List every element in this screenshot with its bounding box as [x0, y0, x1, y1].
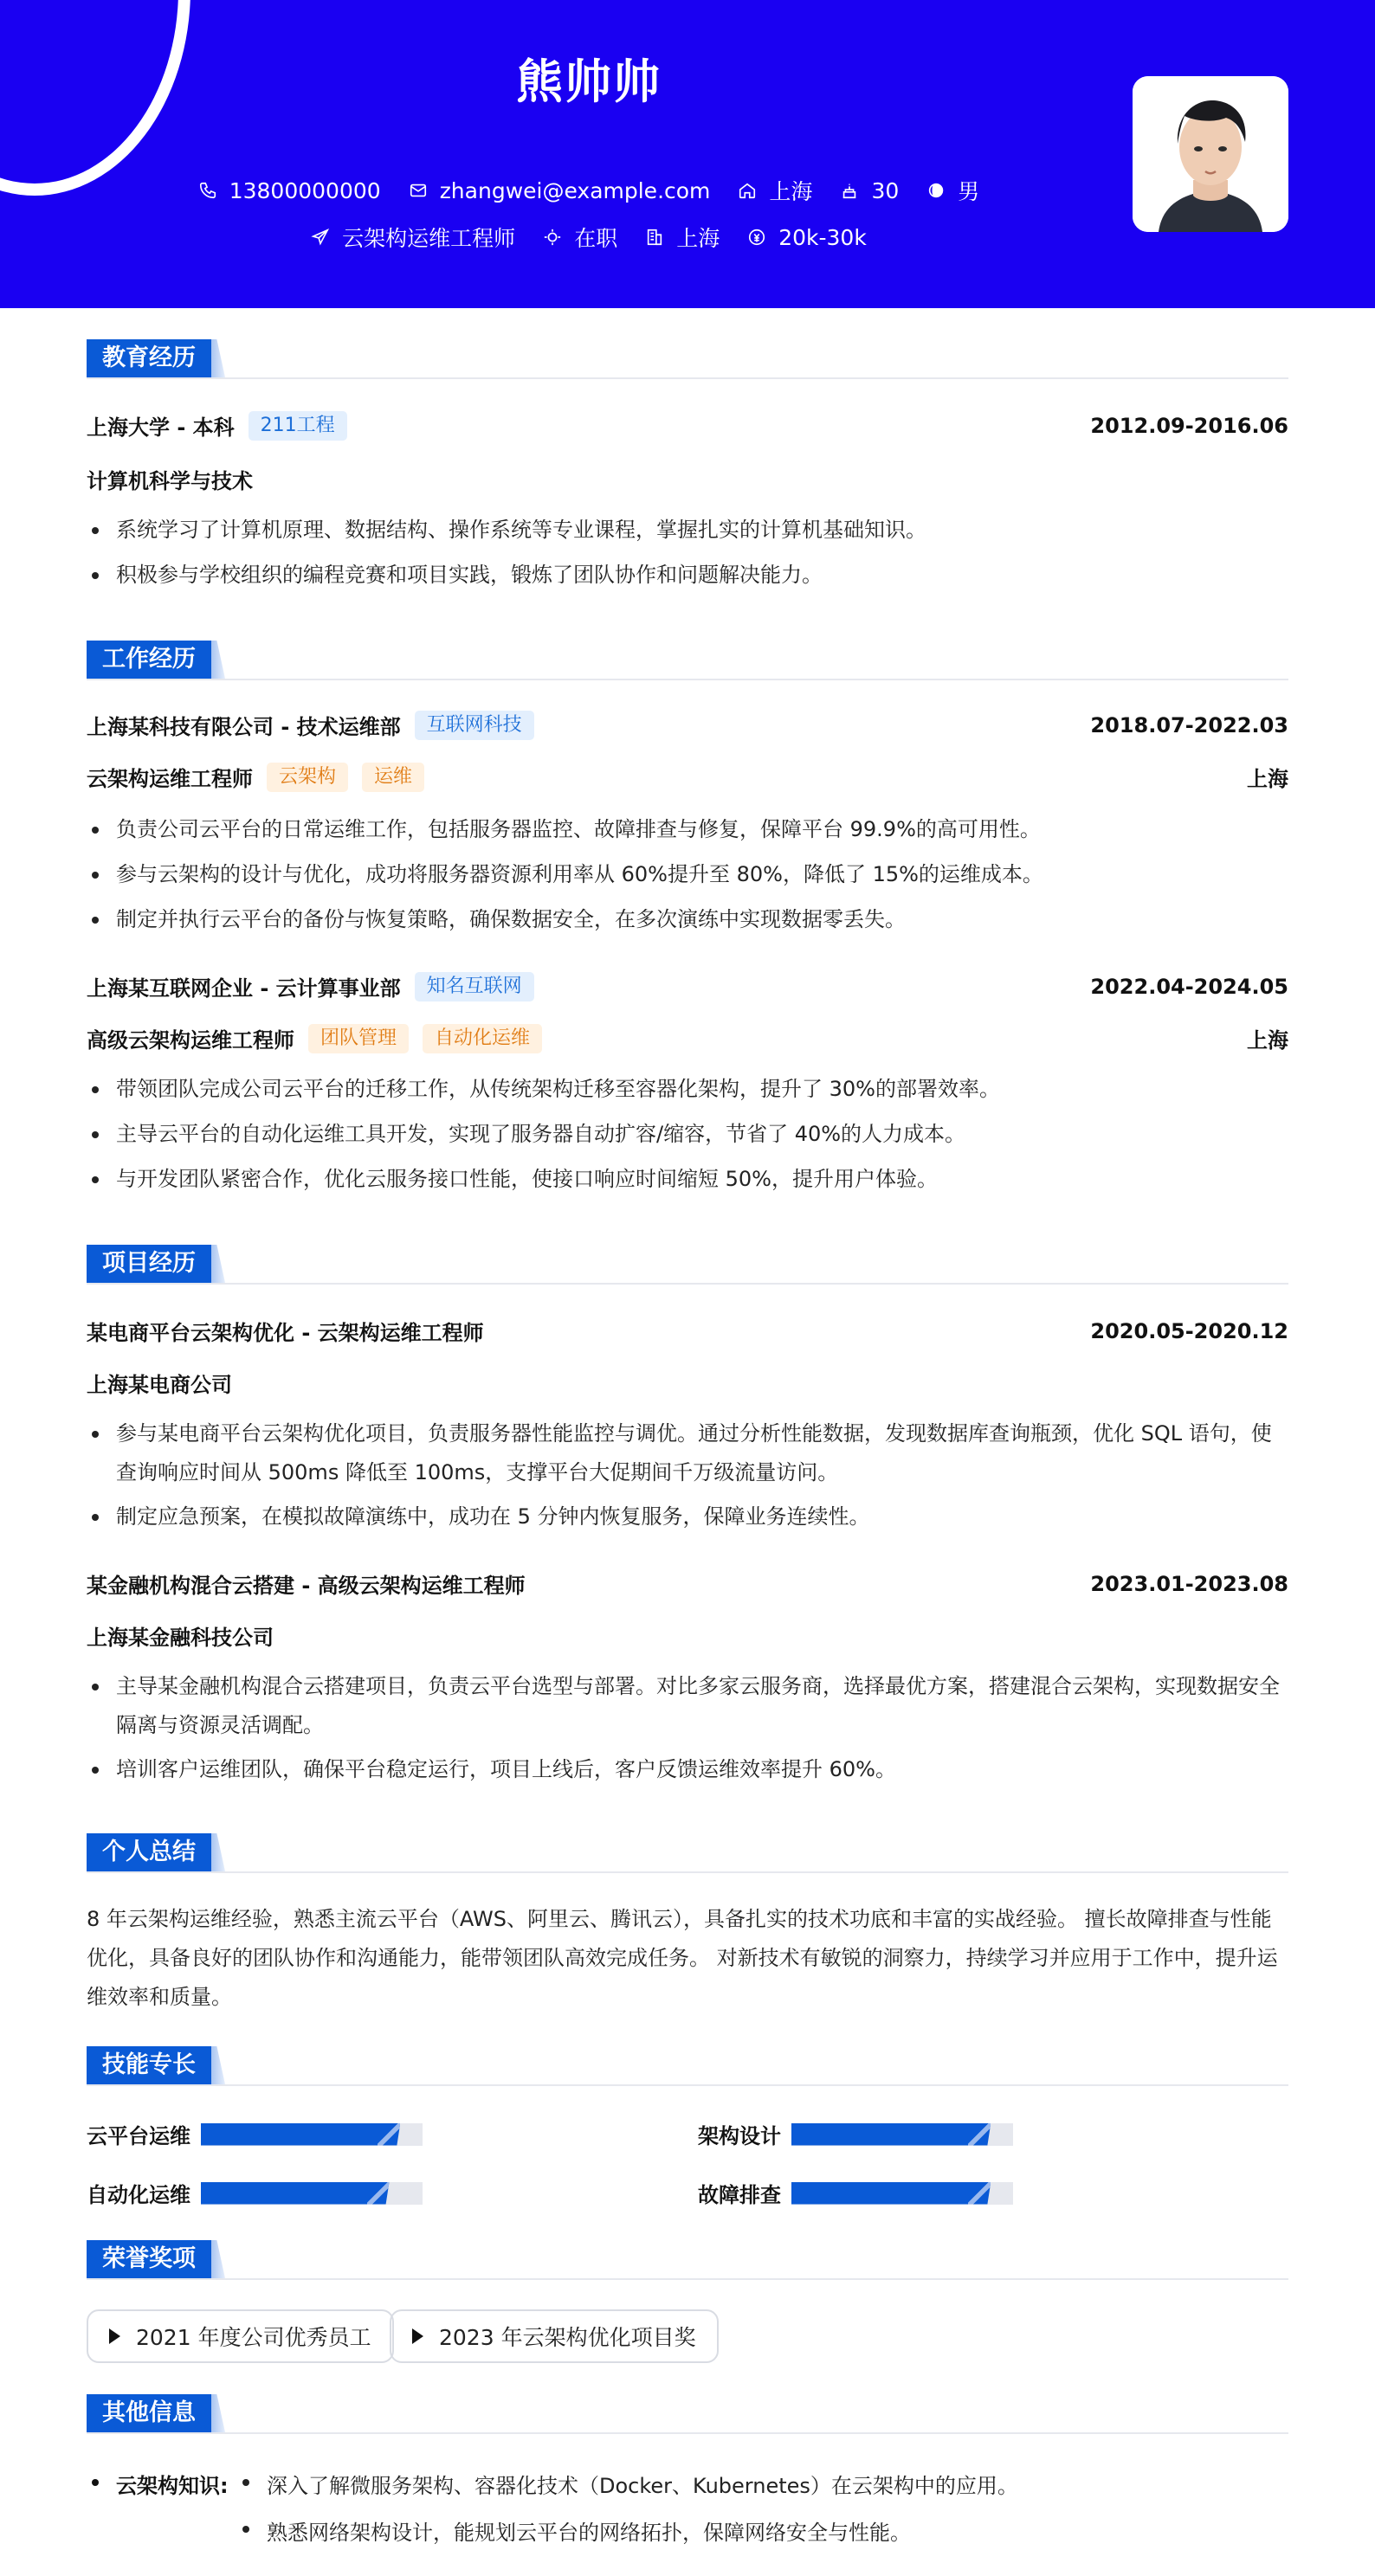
work-city: 上海 — [1247, 767, 1288, 791]
salary-info — [747, 225, 867, 250]
gender-text: 男 — [958, 179, 980, 204]
section-work — [87, 641, 1288, 680]
skill-bar-fill — [201, 2123, 400, 2146]
location-info — [738, 175, 812, 206]
gender-icon — [926, 181, 946, 200]
job-target-text: 云架构运维工程师 — [342, 226, 516, 251]
play-icon — [109, 2328, 120, 2344]
work-role-row — [87, 1023, 1288, 1053]
email-info — [409, 178, 711, 203]
work-header — [87, 710, 1288, 740]
other-label: 云架构知识: — [87, 2469, 229, 2499]
skill-name: 架构设计 — [698, 2124, 781, 2148]
section-skills — [87, 2046, 1288, 2086]
status-icon — [543, 228, 562, 247]
resume-header — [0, 0, 1375, 308]
role-tag: 云架构 — [267, 763, 348, 792]
role-tag: 自动化运维 — [423, 1024, 542, 1053]
project-client: 上海某金融科技公司 — [87, 1626, 274, 1650]
play-icon — [412, 2328, 423, 2344]
project-client-row — [87, 1368, 1288, 1398]
section-other — [87, 2394, 1288, 2434]
project-client: 上海某电商公司 — [87, 1373, 232, 1397]
job-row — [0, 222, 1178, 253]
project-header — [87, 1568, 1288, 1599]
avatar-photo — [1133, 76, 1288, 232]
skill-item — [87, 2119, 423, 2149]
target-city-text: 上海 — [676, 226, 720, 251]
age-info — [840, 178, 899, 203]
work-bullet: 参与云架构的设计与优化，成功将服务器资源利用率从 60%提升至 80%，降低了 15%的运维成本。 — [87, 855, 1288, 894]
job-target-info — [311, 222, 515, 253]
summary-text: 8 年云架构运维经验，熟悉主流云平台（AWS、阿里云、腾讯云），具备扎实的技术功底和丰富的实战经验。 擅长故障排查与性能优化，具备良好的团队协作和沟通能力，能带领团队高效完成任务。 对新技术有敏锐的洞察力，持续学习并应用于工作中，提升运维效率和质量。 — [87, 1907, 1278, 2009]
project-title: 某电商平台云架构优化 - 云架构运维工程师 — [87, 1321, 484, 1345]
company-name: 上海某科技有限公司 - 技术运维部 — [87, 715, 401, 739]
email-text: zhangwei@example.com — [439, 177, 711, 203]
skill-item — [698, 2119, 1013, 2149]
phone-icon — [198, 181, 217, 200]
skill-bar — [791, 2182, 1013, 2205]
project-period: 2023.01-2023.08 — [1090, 1571, 1288, 1596]
education-header — [87, 410, 1288, 441]
work-city: 上海 — [1247, 1028, 1288, 1053]
target-city-info — [645, 222, 720, 253]
skill-name: 云平台运维 — [87, 2124, 190, 2148]
education-period: 2012.09-2016.06 — [1090, 413, 1288, 438]
skill-name: 自动化运维 — [87, 2183, 190, 2207]
money-icon — [747, 228, 766, 247]
status-info — [543, 222, 617, 253]
award-text: 2021 年度公司优秀员工 — [136, 2325, 371, 2350]
section-title-projects: 项目经历 — [87, 1245, 211, 1283]
education-bullet: 积极参与学校组织的编程竞赛和项目实践，锻炼了团队协作和问题解决能力。 — [87, 556, 1288, 595]
section-title-skills: 技能专长 — [87, 2046, 211, 2084]
skill-item — [87, 2178, 423, 2208]
school-tag: 211工程 — [249, 411, 347, 441]
role-name: 高级云架构运维工程师 — [87, 1028, 294, 1053]
other-item: 深入了解微服务架构、容器化技术（Docker、Kubernetes）在云架构中的应用。 — [237, 2469, 1018, 2499]
project-bullet: 培训客户运维团队，确保平台稳定运行，项目上线后，客户反馈运维效率提升 60%。 — [87, 1750, 1288, 1789]
work-bullet: 主导云平台的自动化运维工具开发，实现了服务器自动扩容/缩容，节省了 40%的人力成本。 — [87, 1115, 1288, 1154]
section-projects — [87, 1245, 1288, 1285]
age-text: 30 — [871, 177, 900, 203]
phone-text: 13800000000 — [229, 177, 381, 203]
cake-icon — [840, 181, 859, 200]
project-bullet: 参与某电商平台云架构优化项目，负责服务器性能监控与调优。通过分析性能数据，发现数据库查询瓶颈，优化 SQL 语句，使查询响应时间从 500ms 降低至 100ms，支撑平台大促期间千万级流量访问。 — [87, 1414, 1288, 1492]
skill-bar-fill — [791, 2182, 991, 2205]
home-icon — [738, 181, 757, 200]
work-bullet: 带领团队完成公司云平台的迁移工作，从传统架构迁移至容器化架构，提升了 30%的部署效率。 — [87, 1070, 1288, 1109]
section-education — [87, 339, 1288, 379]
other-item: 熟悉网络架构设计，能规划云平台的网络拓扑，保障网络安全与性能。 — [237, 2515, 911, 2546]
section-summary — [87, 1833, 1288, 1873]
contact-row — [0, 175, 1178, 206]
award-badge — [390, 2309, 719, 2363]
candidate-name: 熊帅帅 — [516, 55, 662, 109]
role-tag: 运维 — [362, 763, 424, 792]
role-tag: 团队管理 — [308, 1024, 409, 1053]
building-icon — [645, 228, 664, 247]
skill-bar — [791, 2123, 1013, 2146]
project-bullet: 主导某金融机构混合云搭建项目，负责云平台选型与部署。对比多家云服务商，选择最优方案，搭建混合云架构，实现数据安全隔离与资源灵活调配。 — [87, 1667, 1288, 1745]
skill-bar — [201, 2123, 423, 2146]
project-bullet: 制定应急预案，在模拟故障演练中，成功在 5 分钟内恢复服务，保障业务连续性。 — [87, 1497, 1288, 1536]
section-honors — [87, 2240, 1288, 2280]
work-period: 2018.07-2022.03 — [1090, 712, 1288, 737]
skill-item — [698, 2178, 1013, 2208]
section-title-summary: 个人总结 — [87, 1833, 211, 1871]
skill-bar-fill — [791, 2123, 991, 2146]
award-badge — [87, 2309, 394, 2363]
project-client-row — [87, 1620, 1288, 1651]
salary-text: 20k-30k — [778, 224, 867, 250]
mail-icon — [409, 181, 428, 200]
skill-bar — [201, 2182, 423, 2205]
work-bullet: 负责公司云平台的日常运维工作，包括服务器监控、故障排查与修复，保障平台 99.9%的高可用性。 — [87, 810, 1288, 849]
phone-info — [198, 178, 381, 203]
education-major-row — [87, 464, 1288, 494]
major: 计算机科学与技术 — [87, 469, 253, 493]
work-role-row — [87, 762, 1288, 792]
gender-info — [926, 175, 979, 206]
status-text: 在职 — [574, 226, 618, 251]
project-header — [87, 1316, 1288, 1346]
award-text: 2023 年云架构优化项目奖 — [439, 2325, 696, 2350]
work-period: 2022.04-2024.05 — [1090, 974, 1288, 999]
work-bullet: 与开发团队紧密合作，优化云服务接口性能，使接口响应时间缩短 50%，提升用户体验。 — [87, 1160, 1288, 1199]
send-icon — [311, 228, 330, 247]
school-name: 上海大学 - 本科 — [87, 415, 235, 440]
work-header — [87, 971, 1288, 1001]
location-text: 上海 — [769, 179, 813, 204]
section-title-other: 其他信息 — [87, 2394, 211, 2432]
education-bullet: 系统学习了计算机原理、数据结构、操作系统等专业课程，掌握扎实的计算机基础知识。 — [87, 511, 1288, 550]
section-title-education: 教育经历 — [87, 339, 211, 377]
skill-name: 故障排查 — [698, 2183, 781, 2207]
section-title-work: 工作经历 — [87, 641, 211, 679]
company-name: 上海某互联网企业 - 云计算事业部 — [87, 976, 401, 1001]
avatar — [1133, 76, 1288, 232]
skill-bar-fill — [201, 2182, 390, 2205]
project-period: 2020.05-2020.12 — [1090, 1318, 1288, 1343]
project-title: 某金融机构混合云搭建 - 高级云架构运维工程师 — [87, 1574, 526, 1598]
company-tag: 知名互联网 — [415, 972, 534, 1001]
role-name: 云架构运维工程师 — [87, 767, 253, 791]
section-title-honors: 荣誉奖项 — [87, 2240, 211, 2278]
work-bullet: 制定并执行云平台的备份与恢复策略，确保数据安全，在多次演练中实现数据零丢失。 — [87, 900, 1288, 939]
company-tag: 互联网科技 — [415, 711, 534, 740]
